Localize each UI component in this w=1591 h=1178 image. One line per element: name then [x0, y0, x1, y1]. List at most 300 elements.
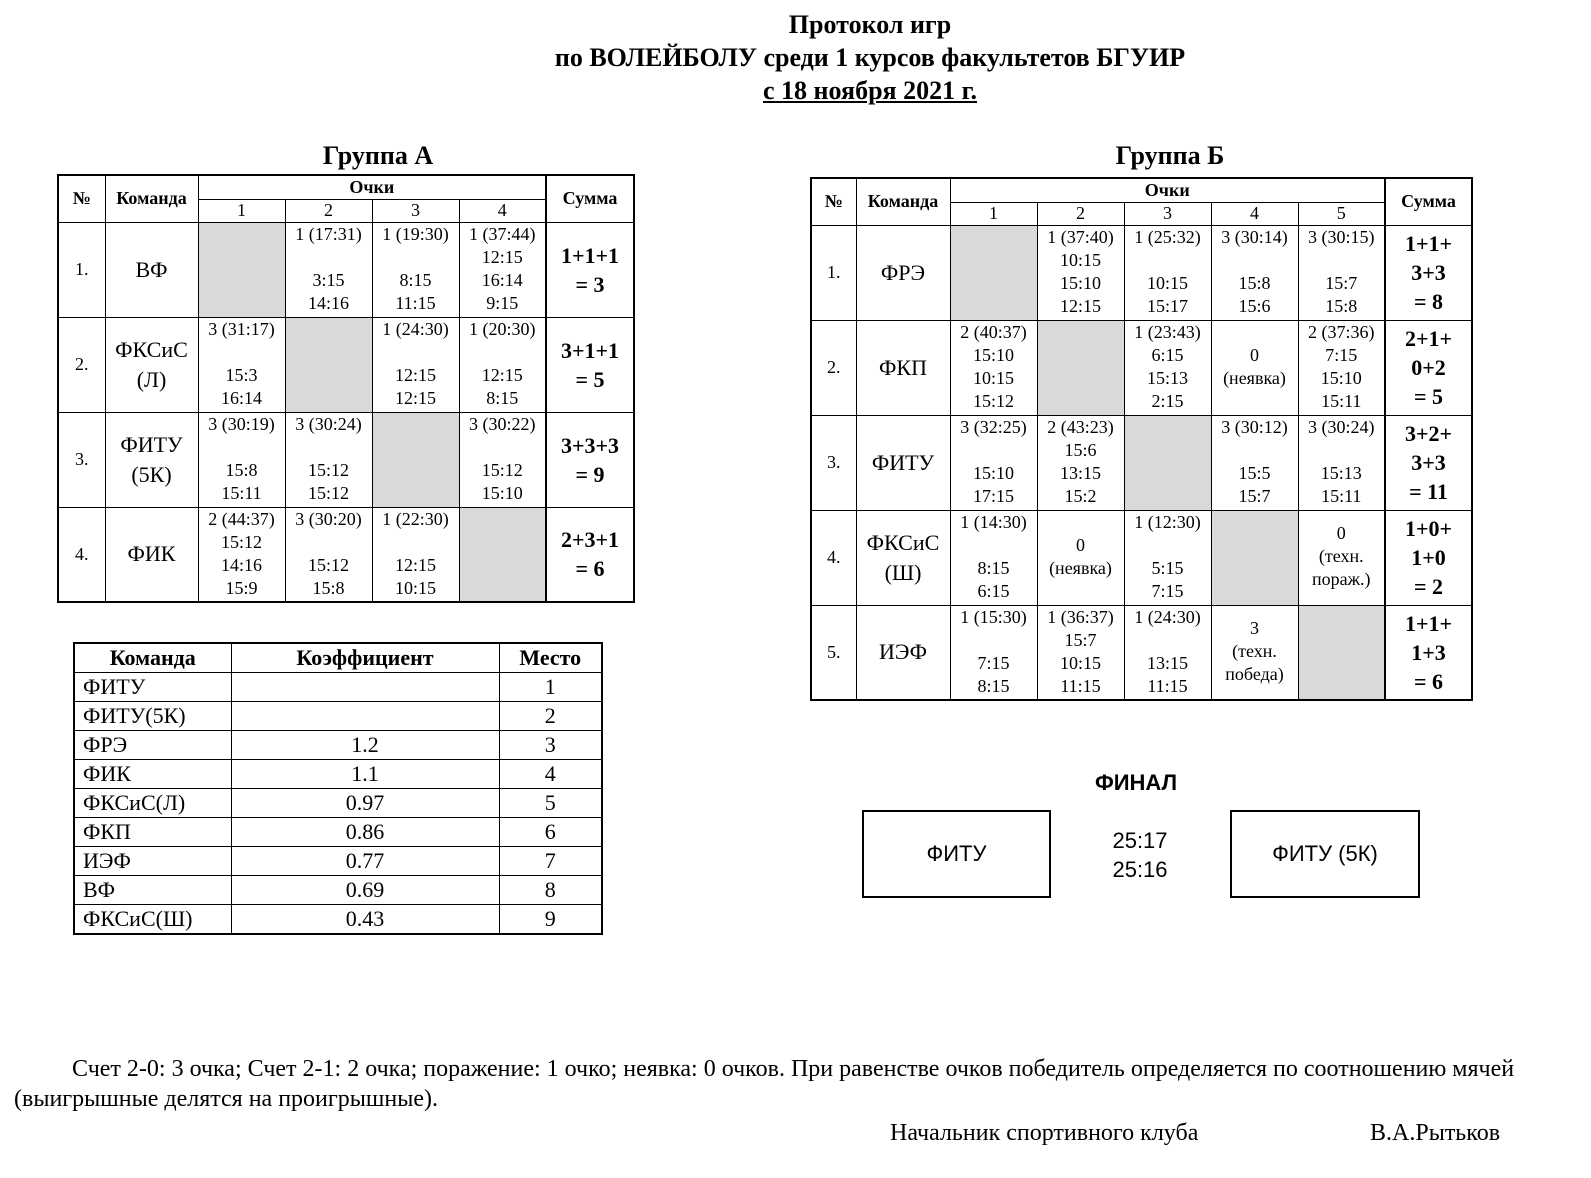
match-points: 3 (30:15) [1308, 226, 1375, 247]
match-cell [1211, 225, 1298, 320]
game-score: 15:12 [307, 554, 349, 575]
points-sum-line: 3+3 [1411, 450, 1446, 475]
match-cell [285, 412, 372, 507]
points-sum-line: 2+1+ [1404, 326, 1453, 351]
match-games [1038, 629, 1124, 698]
final-score [1095, 826, 1185, 884]
match-games [1299, 272, 1385, 318]
row-number: 3. [58, 412, 105, 507]
title-line-1: Протокол игр [788, 10, 952, 39]
match-result [1212, 606, 1298, 698]
ranking-row [74, 876, 602, 905]
game-score: 15:11 [1321, 390, 1362, 411]
diagonal-cell [1298, 605, 1385, 700]
team-row [811, 415, 1472, 510]
ranking-row [74, 673, 602, 702]
game-score: 15:10 [481, 482, 523, 503]
team-name-line: ФКП [879, 354, 927, 380]
match-points: 3 (32:25) [960, 416, 1027, 437]
team-row [811, 605, 1472, 700]
game-score: 14:16 [307, 292, 349, 313]
game-score: 16:14 [220, 387, 262, 408]
ranking-coefficient: 0.43 [231, 905, 499, 935]
points-sum-line: 0+2 [1411, 355, 1446, 380]
game-score: 12:15 [394, 364, 436, 385]
team-row [58, 317, 634, 412]
match-points: 3 (30:14) [1221, 226, 1288, 247]
game-score: 13:15 [1146, 652, 1188, 673]
diagonal-cell [459, 507, 546, 602]
ranking-row [74, 847, 602, 876]
title-line-2: по ВОЛЕЙБОЛУ среди 1 курсов факультетов БГУИР [554, 43, 1186, 72]
match-games [373, 364, 459, 410]
match-cell [1124, 510, 1211, 605]
game-score: 13:15 [1059, 462, 1101, 483]
match-games [199, 364, 285, 410]
match-result [199, 318, 285, 410]
match-points: 2 (40:37) [960, 321, 1027, 342]
ranking-coefficient [231, 673, 499, 702]
match-points: 1 (36:37) [1047, 606, 1114, 627]
points-sum-line: = 3 [575, 271, 605, 297]
match-result [1038, 416, 1124, 508]
match-result-line: (техн. [1318, 546, 1364, 566]
game-score: 15:13 [1146, 367, 1188, 388]
game-score: 15:12 [220, 531, 262, 552]
game-score: 15:10 [1059, 272, 1101, 293]
match-cell [1298, 320, 1385, 415]
match-points: 1 (22:30) [382, 508, 449, 529]
group-a-table [57, 174, 635, 603]
match-cell [1124, 320, 1211, 415]
points-sum-line: = 11 [1409, 479, 1448, 504]
game-score: 15:11 [221, 482, 262, 503]
diagonal-cell [1124, 415, 1211, 510]
team-row [58, 507, 634, 602]
final-set-2: 25:16 [1112, 857, 1168, 882]
points-sum [1385, 510, 1472, 605]
points-sum-line: 1+0 [1411, 545, 1446, 570]
match-points: 2 (37:36) [1308, 321, 1375, 342]
match-cell [198, 412, 285, 507]
match-result [1125, 511, 1211, 603]
match-games [460, 459, 546, 505]
match-result [1299, 321, 1385, 413]
group-b-title: Группа Б [1115, 141, 1225, 170]
row-number: 1. [811, 225, 856, 320]
game-score: 15:12 [307, 482, 349, 503]
match-points: 1 (37:40) [1047, 226, 1114, 247]
col-points-header: Очки [198, 175, 546, 199]
scoring-rules: Счет 2-0: 3 очка; Счет 2-1: 2 очка; поражение: 1 очко; неявка: 0 очков. При равенстве очков победитель определяется по соотношению мячей (выигрышные делятся на проигрышные). [14, 1056, 1515, 1112]
points-sum-line: 1+1+ [1404, 231, 1453, 256]
game-score: 15:17 [1146, 295, 1188, 316]
final-team-2-label: ФИТУ (5К) [1272, 841, 1378, 866]
match-cell [285, 507, 372, 602]
ranking-place: 6 [499, 818, 602, 847]
match-games [1299, 344, 1385, 413]
game-score: 15:2 [1064, 485, 1097, 506]
match-result [1212, 416, 1298, 508]
diagonal-cell [1037, 320, 1124, 415]
match-games [373, 554, 459, 600]
game-score: 10:15 [1059, 249, 1101, 270]
game-score: 14:16 [220, 554, 262, 575]
points-sum-line: = 9 [575, 461, 605, 487]
team-row [811, 320, 1472, 415]
match-cell [1298, 225, 1385, 320]
ranking-coefficient: 0.86 [231, 818, 499, 847]
ranking-place: 8 [499, 876, 602, 905]
points-sum-line: = 8 [1413, 289, 1444, 314]
match-games [1299, 462, 1385, 508]
match-points: 3 (30:24) [1308, 416, 1375, 437]
match-cell [285, 222, 372, 317]
match-cell [950, 415, 1037, 510]
match-points: 3 (30:12) [1221, 416, 1288, 437]
ranking-coefficient: 0.97 [231, 789, 499, 818]
team-row [58, 222, 634, 317]
match-cell [372, 317, 459, 412]
game-score: 15:12 [972, 390, 1014, 411]
team-name [105, 507, 198, 602]
game-score: 15:8 [1325, 295, 1358, 316]
match-cell [1298, 510, 1385, 605]
final-team-1-label: ФИТУ [926, 841, 987, 866]
ranking-place: 3 [499, 731, 602, 760]
game-score: 3:15 [312, 269, 345, 290]
col-sum-header: Сумма [546, 175, 634, 222]
match-cell [1124, 605, 1211, 700]
ranking-place: 5 [499, 789, 602, 818]
match-result-line: 3 [1250, 618, 1259, 638]
match-result [1212, 226, 1298, 318]
game-score: 11:15 [1060, 675, 1101, 696]
match-cell [1037, 510, 1124, 605]
game-score: 12:15 [1059, 295, 1101, 316]
game-score: 15:13 [1320, 462, 1362, 483]
match-result-line: 0 [1336, 523, 1346, 543]
team-name-line: (5К) [131, 461, 172, 487]
team-name-line: ФИТУ [871, 449, 935, 475]
ranking-team: ФРЭ [74, 731, 231, 760]
team-row [58, 412, 634, 507]
points-sum-line: 3+2+ [1404, 421, 1453, 446]
points-sum [546, 222, 634, 317]
diagonal-cell [950, 225, 1037, 320]
game-score: 17:15 [972, 485, 1014, 506]
game-score: 7:15 [977, 652, 1010, 673]
group-a-title: Группа А [322, 141, 434, 170]
game-score: 8:15 [486, 387, 519, 408]
match-games [951, 462, 1037, 508]
match-result [460, 413, 546, 505]
points-sum [1385, 415, 1472, 510]
game-score: 7:15 [1151, 580, 1184, 601]
match-cell [1298, 415, 1385, 510]
game-score: 16:14 [481, 269, 523, 290]
game-score: 12:15 [481, 246, 523, 267]
ranking-table [73, 642, 603, 935]
match-result [1299, 511, 1385, 603]
game-score: 11:15 [395, 292, 436, 313]
game-score: 15:10 [972, 344, 1014, 365]
team-name-line: ФИТУ [120, 431, 183, 457]
points-sum-line: 1+3 [1411, 639, 1446, 665]
match-result [1299, 226, 1385, 318]
ranking-place: 9 [499, 905, 602, 935]
match-result [1299, 416, 1385, 508]
ranking-row [74, 789, 602, 818]
match-cell [1037, 605, 1124, 700]
match-cell [372, 222, 459, 317]
match-points: 1 (37:44) [469, 223, 536, 244]
col-header-4: 4 [1211, 202, 1298, 225]
match-points: 1 (24:30) [1134, 606, 1201, 627]
ranking-coef-header: Коэффициент [231, 643, 499, 673]
ranking-place: 7 [499, 847, 602, 876]
game-score: 15:10 [972, 462, 1014, 483]
match-result [286, 223, 372, 315]
game-score: 15:11 [1321, 485, 1362, 506]
row-number: 3. [811, 415, 856, 510]
match-games [1125, 557, 1211, 603]
game-score: 10:15 [972, 367, 1014, 388]
ranking-team-header: Команда [74, 643, 231, 673]
match-result-line: пораж.) [1311, 569, 1371, 589]
match-cell [950, 510, 1037, 605]
team-name [856, 415, 950, 510]
team-name [856, 605, 950, 700]
match-games [286, 459, 372, 505]
match-games [1212, 462, 1298, 508]
match-cell [1211, 415, 1298, 510]
final-title: ФИНАЛ [1094, 770, 1178, 795]
row-number: 4. [811, 510, 856, 605]
match-cell [459, 222, 546, 317]
match-games [1125, 272, 1211, 318]
game-score: 15:8 [312, 577, 345, 598]
game-score: 6:15 [977, 580, 1010, 601]
match-games [199, 531, 285, 600]
row-number: 4. [58, 507, 105, 602]
game-score: 15:7 [1238, 485, 1271, 506]
match-cell [1211, 320, 1298, 415]
game-score: 8:15 [977, 675, 1010, 696]
col-header-1: 1 [198, 199, 285, 222]
match-points: 2 (44:37) [208, 508, 275, 529]
points-sum [546, 507, 634, 602]
points-sum-line: 3+3 [1411, 260, 1446, 285]
match-result [951, 321, 1037, 413]
diagonal-cell [1211, 510, 1298, 605]
points-sum-line: = 5 [575, 366, 605, 392]
col-header-1: 1 [950, 202, 1037, 225]
col-header-3: 3 [372, 199, 459, 222]
team-name [856, 225, 950, 320]
ranking-coefficient: 1.1 [231, 760, 499, 789]
game-score: 15:8 [1238, 272, 1271, 293]
match-result-line: победа) [1225, 664, 1284, 684]
points-sum-line: = 6 [575, 556, 605, 582]
match-result-line: 0 [1250, 344, 1259, 365]
points-sum-line: 3+1+1 [560, 337, 620, 363]
match-points: 3 (30:22) [469, 413, 536, 434]
game-score: 15:8 [225, 459, 258, 480]
match-result [373, 508, 459, 600]
ranking-row [74, 818, 602, 847]
match-result [199, 508, 285, 600]
signer-position: Начальник спортивного клуба [890, 1120, 1199, 1146]
game-score: 15:9 [225, 577, 258, 598]
match-result [460, 318, 546, 410]
game-score: 6:15 [1151, 344, 1184, 365]
ranking-row [74, 760, 602, 789]
game-score: 15:6 [1238, 295, 1271, 316]
diagonal-cell [372, 412, 459, 507]
match-points: 3 (30:19) [208, 413, 275, 434]
row-number: 2. [58, 317, 105, 412]
match-games [1125, 652, 1211, 698]
match-cell [198, 317, 285, 412]
ranking-team: ФКСиС(Ш) [74, 905, 231, 935]
match-result [286, 413, 372, 505]
final-team-2 [1230, 810, 1420, 898]
ranking-coefficient [231, 702, 499, 731]
match-cell [372, 507, 459, 602]
game-score: 9:15 [486, 292, 519, 313]
team-name-line: ФКСиС [866, 529, 940, 555]
ranking-team: ФИТУ(5К) [74, 702, 231, 731]
points-sum-line: 1+0+ [1404, 516, 1453, 541]
ranking-place: 2 [499, 702, 602, 731]
ranking-coefficient: 1.2 [231, 731, 499, 760]
team-name [105, 412, 198, 507]
match-points: 3 (31:17) [208, 318, 275, 339]
ranking-team: ФИТУ [74, 673, 231, 702]
row-number: 5. [811, 605, 856, 700]
team-name-line: ВФ [135, 256, 168, 282]
col-header-3: 3 [1124, 202, 1211, 225]
game-score: 15:7 [1325, 272, 1358, 293]
match-cell [1124, 225, 1211, 320]
match-games [1038, 249, 1124, 318]
match-result-line: (техн. [1232, 641, 1277, 661]
points-sum [546, 412, 634, 507]
team-name [856, 320, 950, 415]
match-result [1212, 321, 1298, 413]
col-points-header: Очки [950, 178, 1385, 202]
match-result [1038, 226, 1124, 318]
match-cell [950, 605, 1037, 700]
ranking-coefficient: 0.77 [231, 847, 499, 876]
match-points: 2 (43:23) [1047, 416, 1114, 437]
points-sum-line: = 5 [1413, 384, 1444, 409]
ranking-team: ИЭФ [74, 847, 231, 876]
match-cell [1211, 605, 1298, 700]
ranking-place: 1 [499, 673, 602, 702]
match-result [460, 223, 546, 315]
col-team-header: Команда [856, 178, 950, 225]
match-result [373, 223, 459, 315]
match-cell [950, 320, 1037, 415]
match-points: 3 (30:20) [295, 508, 362, 529]
match-result [1038, 606, 1124, 698]
match-games [1038, 439, 1124, 508]
col-number-header: № [811, 178, 856, 225]
col-header-2: 2 [1037, 202, 1124, 225]
ranking-row [74, 731, 602, 760]
protocol-title [0, 8, 1591, 107]
game-score: 7:15 [1325, 344, 1358, 365]
points-sum [1385, 320, 1472, 415]
match-points: 1 (19:30) [382, 223, 449, 244]
match-games [199, 459, 285, 505]
ranking-team: ВФ [74, 876, 231, 905]
match-result [951, 416, 1037, 508]
points-sum-line: 1+1+ [1404, 610, 1453, 636]
col-number-header: № [58, 175, 105, 222]
title-date: с 18 ноября 2021 г. [763, 76, 977, 105]
match-result [951, 511, 1037, 603]
match-games [373, 269, 459, 315]
match-result [1125, 321, 1211, 413]
match-cell [1037, 225, 1124, 320]
ranking-coefficient: 0.69 [231, 876, 499, 905]
game-score: 12:15 [481, 364, 523, 385]
game-score: 8:15 [399, 269, 432, 290]
row-number: 1. [58, 222, 105, 317]
match-points: 3 (30:24) [295, 413, 362, 434]
points-sum-line: = 2 [1413, 574, 1444, 599]
game-score: 5:15 [1151, 557, 1184, 578]
game-score: 15:6 [1064, 439, 1097, 460]
match-result [1038, 511, 1124, 603]
col-team-header: Команда [105, 175, 198, 222]
match-points: 1 (24:30) [382, 318, 449, 339]
ranking-row [74, 905, 602, 935]
team-name [856, 510, 950, 605]
points-sum-line: = 6 [1413, 668, 1444, 694]
col-header-5: 5 [1298, 202, 1385, 225]
match-result [286, 508, 372, 600]
match-cell [459, 317, 546, 412]
game-score: 15:12 [481, 459, 523, 480]
match-result-line: 0 [1076, 534, 1085, 555]
game-score: 15:10 [1320, 367, 1362, 388]
match-cell [198, 507, 285, 602]
match-games [460, 246, 546, 315]
final-team-1 [862, 810, 1051, 898]
match-games [1125, 344, 1211, 413]
match-cell [1037, 415, 1124, 510]
game-score: 12:15 [394, 554, 436, 575]
points-sum-line: 1+1+1 [560, 242, 620, 268]
match-games [951, 344, 1037, 413]
game-score: 12:15 [394, 387, 436, 408]
ranking-team: ФКСиС(Л) [74, 789, 231, 818]
match-games [951, 652, 1037, 698]
team-name-line: ФКСиС [115, 336, 188, 362]
match-games [286, 269, 372, 315]
row-number: 2. [811, 320, 856, 415]
team-name-line: (Ш) [884, 559, 922, 585]
game-score: 10:15 [1059, 652, 1101, 673]
match-points: 1 (14:30) [960, 511, 1027, 532]
points-sum [1385, 605, 1472, 700]
col-sum-header: Сумма [1385, 178, 1472, 225]
col-header-2: 2 [285, 199, 372, 222]
